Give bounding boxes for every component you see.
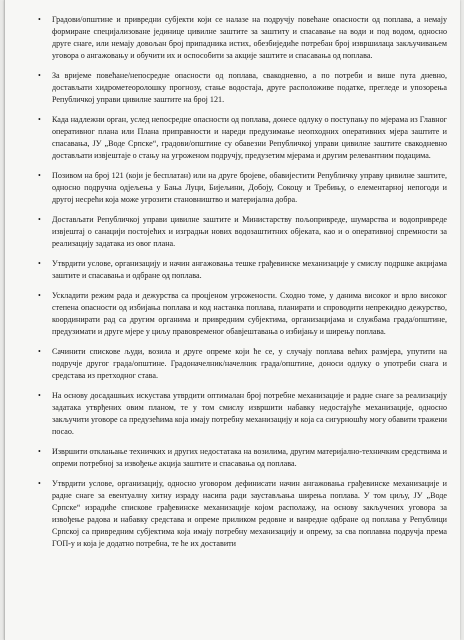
list-item-text: Утврдити услове, организацију и начин ангажовања тешке грађевинске механизације у смислу подршке акцијама заштите и спасавања и одбране од поплава. — [52, 259, 447, 280]
list-item — [38, 390, 447, 438]
bullet-icon: • — [38, 115, 41, 124]
list-item — [38, 346, 447, 382]
bullet-icon: • — [38, 171, 41, 180]
scan-edge — [4, 0, 5, 640]
list-item — [38, 446, 447, 470]
list-item-text: На основу досадашњих искустава утврдити оптималан број потребне механизације и радне снаге за реализацију задатака утврђених овим планом, те у том смислу извршити набавку недостајуће механизације, односно закључити уговоре са предузећима која имају потребну механизацију и која са сигурношћу могу обавити тражени посао. — [52, 391, 447, 436]
list-item-text: Сачинити спискове људи, возила и друге опреме који ће се, у случају поплава већих размјера, упутити на подручје другог града/општине. Градоначелник/начелник града/општине, доноси одлуку о употреби снага и средстава из претходног става. — [52, 347, 447, 380]
list-item — [38, 170, 447, 206]
bullet-icon: • — [38, 215, 41, 224]
bullet-icon: • — [38, 291, 41, 300]
list-item — [38, 70, 447, 106]
document-page — [4, 0, 460, 640]
list-item-text: Градови/општине и привредни субјекти који се налазе на подручју повећане опасности од поплава, а немају формиране специјализоване јединице цивилне заштите за заштиту и спасавање на води и под водом, односно друге снаге, или немају довољан број припадника истих, обезбиједиће потребан број извршилаца закључивањем уговора о ангажовању и обучити их и оспособити за акције заштите и спасавања од поплава. — [52, 15, 447, 60]
list-item — [38, 214, 447, 250]
list-item-text: Достављати Републичкој управи цивилне заштите и Министарству пољопривреде, шумарства и водопривреде извјештај о санацији постојећих и изградњи нових водозаштитних објеката, као и о оперативној спремности за реализацију задатака из овог плана. — [52, 215, 447, 248]
bullet-icon: • — [38, 259, 41, 268]
list-item-text: Када надлежни орган, услед непосредне опасности од поплава, донесе одлуку о поступању по мјерама из Главног оперативног плана или Плана приправности и нареди предузимање неопходних оперативних мјера заштите и спасавања, ЈУ „Воде Српске“, градови/општине су обавезни Републичкој управи цивилне заштите свакодневно достављати извјештаје о стању на угроженом подручју, предузетим мјерама и другим релевантним подацима. — [52, 115, 447, 160]
list-item-text: Ускладити режим рада и дежурства са процјеном угрожености. Сходно томе, у данима високог и врло високог степена опасности од избијања поплава и код настанка поплава, планирати и спроводити непрекидно дежурство, координирати рад са другим органима и привредним субјектима, организацијама и службама града/општине, предузимати и друге мјере у циљу правовременог обавјештавања о избијању и ширењу поплава. — [52, 291, 447, 336]
list-item — [38, 114, 447, 162]
bullet-icon: • — [38, 15, 41, 24]
bullet-icon: • — [38, 447, 41, 456]
bullet-icon: • — [38, 347, 41, 356]
list-item-text: Позивом на број 121 (који је бесплатан) или на друге бројеве, обавијестити Републичку управу цивилне заштите, односно подручна одјељења у Бања Луци, Бијељини, Добоју, Сокоцу и Требињу, о елементарној непогоди и другој несрећи која може угрозити становништво и материјална добра. — [52, 171, 447, 204]
bullet-icon: • — [38, 479, 41, 488]
list-item — [38, 290, 447, 338]
list-item — [38, 14, 447, 62]
bullet-icon: • — [38, 391, 41, 400]
bullet-icon: • — [38, 71, 41, 80]
list-item-text: За вријеме повећане/непосредне опасности од поплава, свакодневно, а по потреби и више пута дневно, достављати хидрометеоролошку прогнозу, стање водостаја, друге расположиве податке, прегледе и упозорења Републичкој управи цивилне заштите на број 121. — [52, 71, 447, 104]
list-item-text: Утврдити услове, организацију, односно уговором дефинисати начин ангажовања грађевинске механизације и радне снаге за евентуалну хитну израду насипа ради заустављања ширења поплава. У том циљу, ЈУ „Воде Српске“ израдиће спискове грађевинске механизације којом располажу, на основу закључених уговора за извођење радова и набавку средстава и опреме приликом редовне и ванредне одбране од поплава у Републици Српској са привредним субјектима која имају потребну механизацију и опрему, за сва поплавна подручја према ГОП-у и која је додатно потребна, те ће их доставити — [52, 479, 447, 548]
list-item-text: Извршити отклањање техничких и других недостатака на возилима, другим материјално-техничким средствима и опреми потребној за извођење акција заштите и спасавања од поплава. — [52, 447, 447, 468]
document-body — [38, 14, 447, 558]
list-item — [38, 478, 447, 550]
list-item — [38, 258, 447, 282]
